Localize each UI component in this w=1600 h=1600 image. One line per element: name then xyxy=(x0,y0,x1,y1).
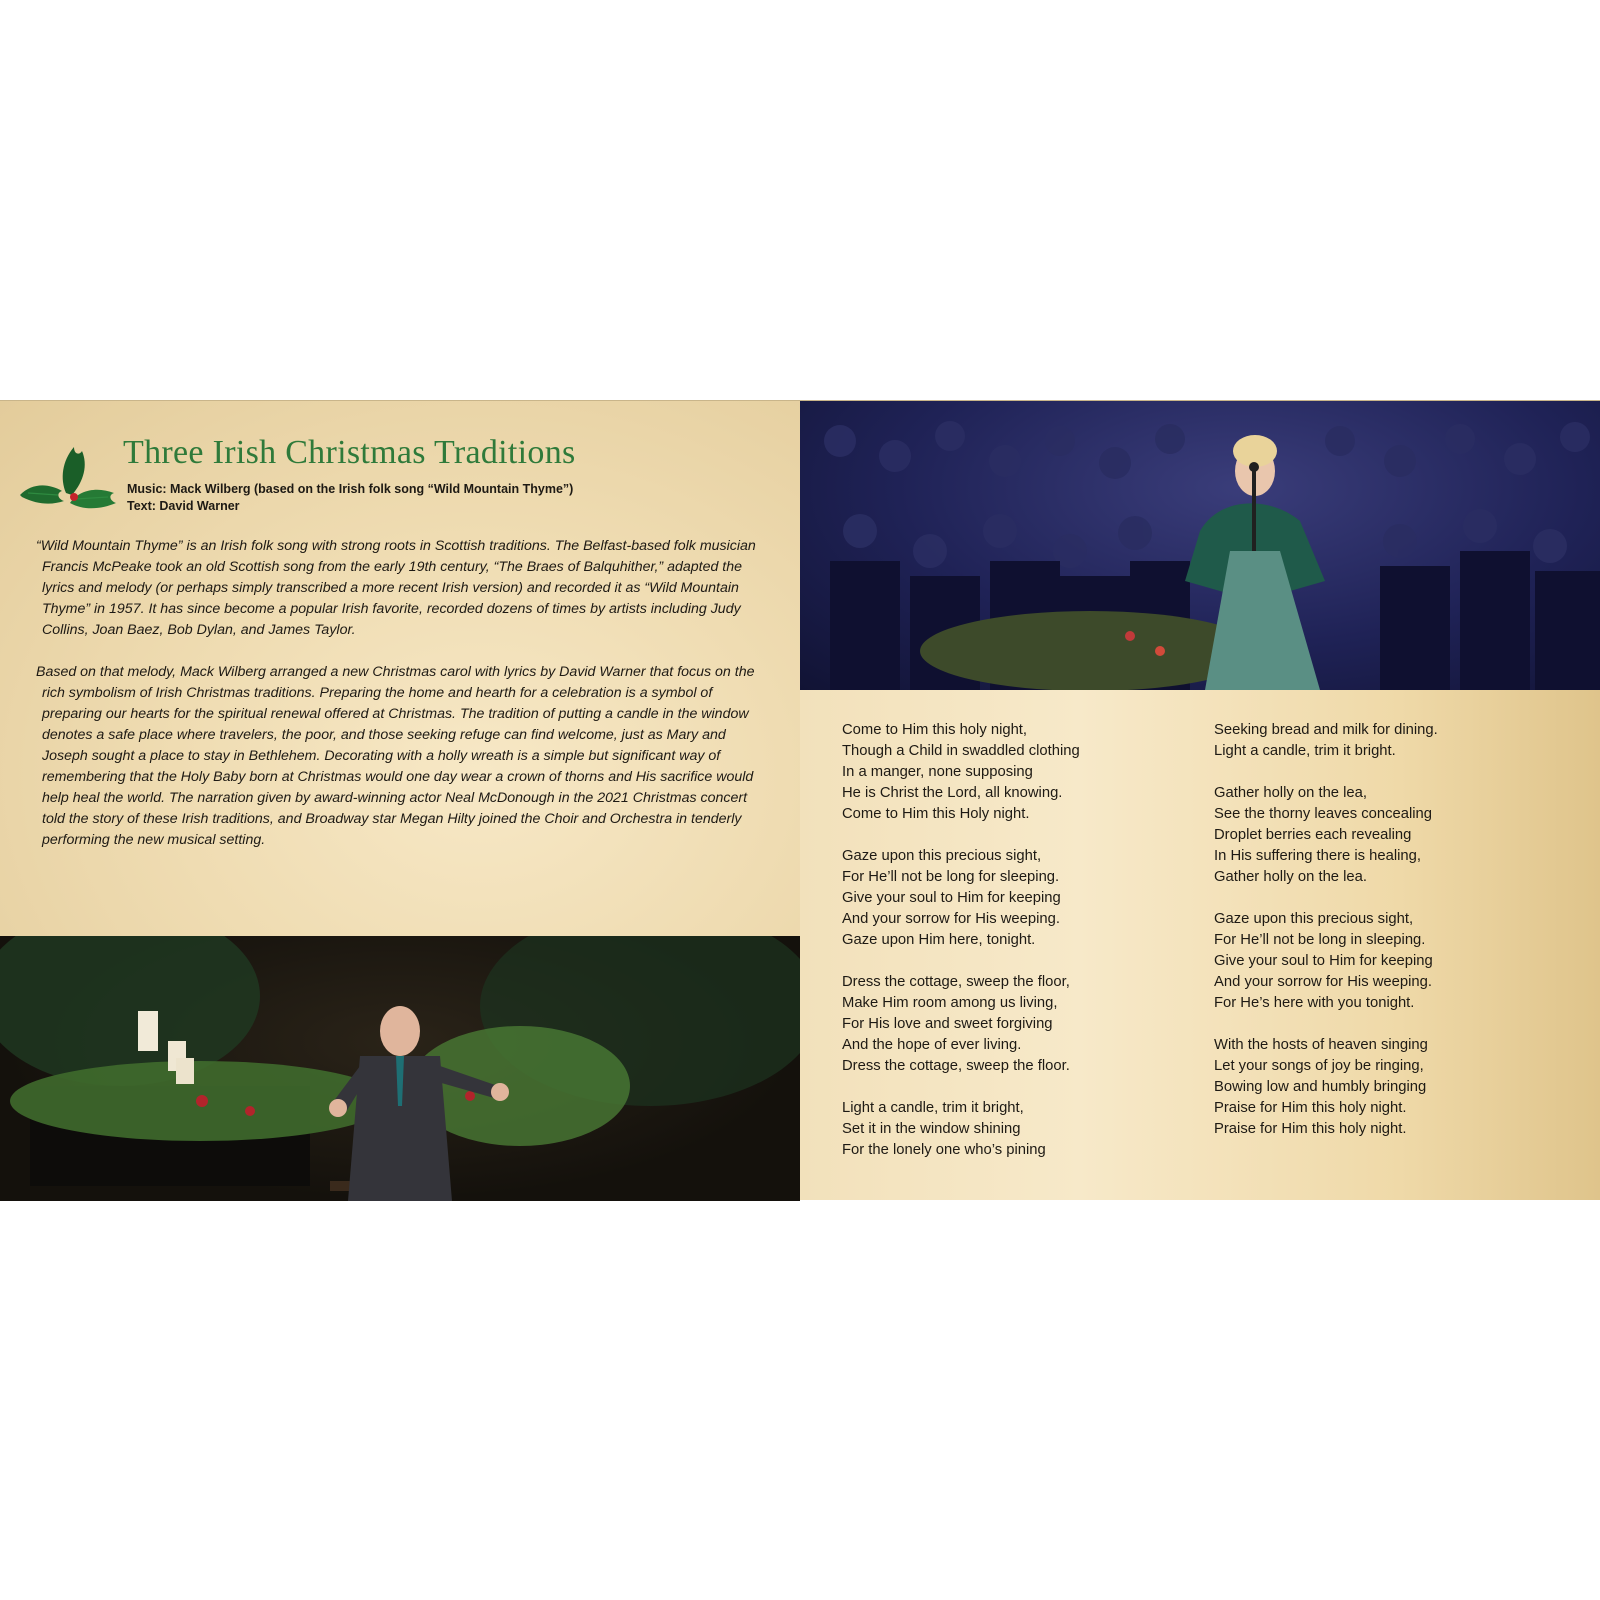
lyrics-line: With the hosts of heaven singing xyxy=(1214,1037,1428,1053)
lyrics-stanza xyxy=(842,1098,1080,1161)
lyrics-line: Droplet berries each revealing xyxy=(1214,827,1412,843)
lyrics-line: And the hope of ever living. xyxy=(842,1037,1022,1053)
music-credit: Music: Mack Wilberg (based on the Irish folk song “Wild Mountain Thyme”) xyxy=(127,482,574,496)
holly-icon xyxy=(18,443,120,513)
lyrics-line: Gaze upon Him here, tonight. xyxy=(842,932,1036,948)
lyrics-line: Give your soul to Him for keeping xyxy=(842,890,1061,906)
lyrics-line: He is Christ the Lord, all knowing. xyxy=(842,785,1063,801)
lyrics-line: Praise for Him this holy night. xyxy=(1214,1121,1407,1137)
lyrics-line: Come to Him this Holy night. xyxy=(842,806,1030,822)
text-credit: Text: David Warner xyxy=(127,499,240,513)
lyrics-column-1 xyxy=(842,720,1080,1182)
lyrics-stanza xyxy=(842,846,1080,951)
lyrics-stanza xyxy=(842,720,1080,825)
lyrics-line: Come to Him this holy night, xyxy=(842,722,1028,738)
lyrics-line: Gaze upon this precious sight, xyxy=(1214,911,1414,927)
lyrics-stanza xyxy=(1214,783,1438,888)
page-title: Three Irish Christmas Traditions xyxy=(123,434,576,471)
lyrics-line: See the thorny leaves concealing xyxy=(1214,806,1432,822)
lyrics-line: Though a Child in swaddled clothing xyxy=(842,743,1080,759)
credits xyxy=(127,481,573,515)
lyrics-line: Seeking bread and milk for dining. xyxy=(1214,722,1438,738)
lyrics-line: For He’s here with you tonight. xyxy=(1214,995,1415,1011)
lyrics-line: Light a candle, trim it bright. xyxy=(1214,743,1396,759)
lyrics-line: Set it in the window shining xyxy=(842,1121,1021,1137)
lyrics-line: And your sorrow for His weeping. xyxy=(842,911,1060,927)
lyrics-line: Praise for Him this holy night. xyxy=(1214,1100,1407,1116)
lyrics-line: Make Him room among us living, xyxy=(842,995,1058,1011)
lyrics-line: And your sorrow for His weeping. xyxy=(1214,974,1432,990)
lyrics-line: Bowing low and humbly bringing xyxy=(1214,1079,1427,1095)
lyrics-stanza xyxy=(1214,909,1438,1014)
lyrics-line: In a manger, none supposing xyxy=(842,764,1033,780)
lyrics-line: For the lonely one who’s pining xyxy=(842,1142,1046,1158)
intro-paragraph: Based on that melody, Mack Wilberg arranged a new Christmas carol with lyrics by David Warner that focus on the rich symbolism of Irish Christmas traditions. Preparing the home and hearth for a celebration is a symbol of preparing our hearts for the spiritual renewal offered at Christmas. The tradition of putting a candle in the window denotes a safe place where travelers, the poor, and those seeking refuge can find welcome, just as Mary and Joseph sought a place to stay in Bethlehem. Decorating with a holly wreath is a simple but significant way of remembering that the Holy Baby born at Christmas would one day wear a crown of thorns and His sacrifice would help heal the world. The narration given by award-winning actor Neal McDonough in the 2021 Christmas concert told the story of these Irish traditions, and Broadway star Megan Hilty joined the Choir and Orchestra in tenderly performing the new musical setting. xyxy=(36,664,755,848)
lyrics-line: Let your songs of joy be ringing, xyxy=(1214,1058,1424,1074)
narrator-photo xyxy=(0,936,800,1201)
lyrics-stanza xyxy=(1214,1035,1438,1140)
lyrics-stanza xyxy=(842,972,1080,1077)
lyrics-line: For His love and sweet forgiving xyxy=(842,1016,1053,1032)
lyrics-line: Dress the cottage, sweep the floor. xyxy=(842,1058,1070,1074)
lyrics-line: Light a candle, trim it bright, xyxy=(842,1100,1024,1116)
lyrics-line: Gaze upon this precious sight, xyxy=(842,848,1042,864)
intro-panel xyxy=(0,401,800,936)
lyrics-line: For He’ll not be long in sleeping. xyxy=(1214,932,1426,948)
lyrics-line: Gather holly on the lea. xyxy=(1214,869,1367,885)
lyrics-line: In His suffering there is healing, xyxy=(1214,848,1421,864)
booklet-spread xyxy=(0,400,1600,1200)
singer-photo xyxy=(800,401,1600,690)
lyrics-stanza xyxy=(1214,720,1438,762)
lyrics-line: Gather holly on the lea, xyxy=(1214,785,1367,801)
intro-paragraph: “Wild Mountain Thyme” is an Irish folk song with strong roots in Scottish traditions. The Belfast-based folk musician Francis McPeake took an old Scottish song from the early 19th century, “The Braes of Balquhither,” adapted the lyrics and melody (or perhaps simply transcribed a more recent Irish version) and recorded it as “Wild Mountain Thyme” in 1957. It has since become a popular Irish favorite, recorded dozens of times by artists including Judy Collins, Joan Baez, Bob Dylan, and James Taylor. xyxy=(36,538,756,638)
lyrics-line: Give your soul to Him for keeping xyxy=(1214,953,1433,969)
lyrics-line: For He’ll not be long for sleeping. xyxy=(842,869,1060,885)
lyrics-line: Dress the cottage, sweep the floor, xyxy=(842,974,1070,990)
intro-text xyxy=(36,536,766,872)
lyrics-column-2 xyxy=(1214,720,1438,1161)
